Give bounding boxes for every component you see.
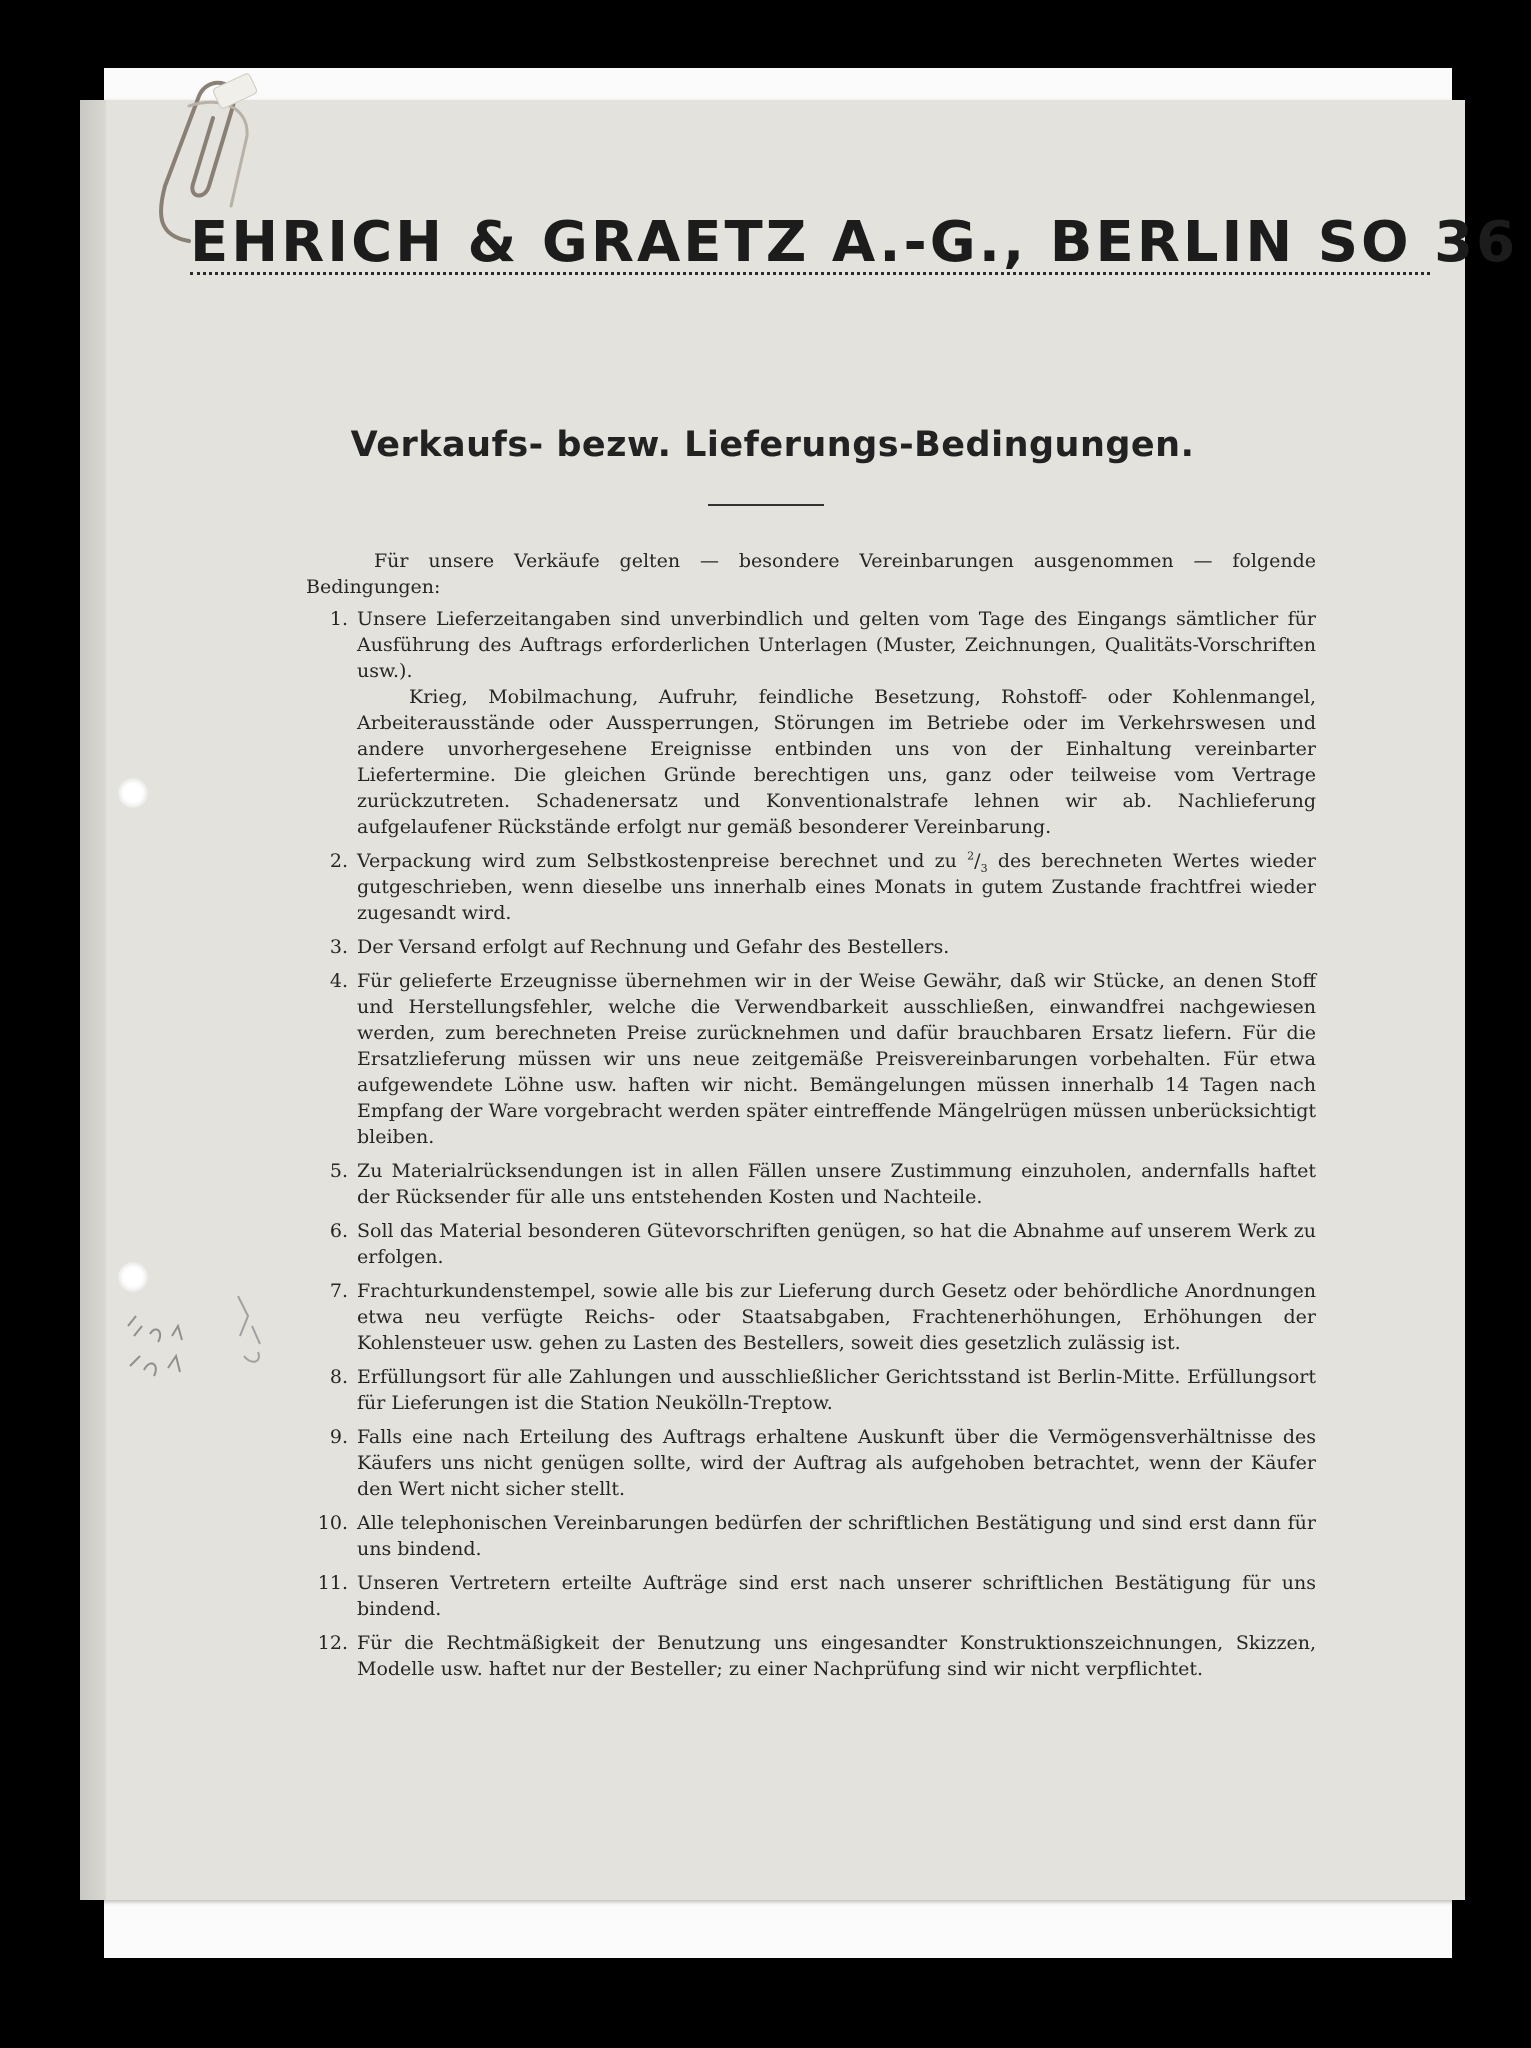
terms-body	[306, 548, 1316, 1690]
clause-text-part: Verpackung wird zum Selbstkostenpreise berechnet und zu	[357, 850, 968, 872]
fraction-denominator: 3	[980, 861, 988, 875]
punch-hole-lower	[118, 1262, 148, 1292]
clause-text: Verpackung wird zum Selbstkostenpreise berechnet und zu $^2/_3$ des berechneten Wertes wieder gutgeschrieben, wenn dieselbe uns innerhalb eines Monats in gutem Zustande frachtfrei wieder zugesandt wird.	[357, 849, 1316, 924]
document-sheet	[80, 100, 1519, 1900]
clause-number: 6.	[329, 1220, 348, 1242]
company-letterhead: EHRICH & GRAETZ A.-G., BERLIN SO 36	[190, 210, 1519, 275]
clause-text: Falls eine nach Erteilung des Auftrags erhaltene Auskunft über die Vermögensverhältnisse des Käufers uns nicht genügen sollte, wird der Auftrag als aufgehoben betrachtet, wenn der Käufer den Wert nicht sicher stellt.	[357, 1426, 1316, 1500]
clause-12	[306, 1630, 1316, 1682]
fraction-numerator: 2	[967, 849, 975, 863]
clause-number: 1.	[329, 608, 348, 630]
clause-5	[306, 1158, 1316, 1210]
clause-text: Zu Materialrücksendungen ist in allen Fällen unsere Zustimmung einzuholen, andernfalls haftet der Rücksender für alle uns entstehenden Kosten und Nachteile.	[357, 1160, 1316, 1208]
clause-number: 4.	[329, 970, 348, 992]
clause-9	[306, 1424, 1316, 1502]
clause-text: Frachturkundenstempel, sowie alle bis zur Lieferung durch Gesetz oder behördliche Anordnungen etwa neu verfügte Reichs- oder Staatsabgaben, Frachtenerhöhungen, Erhöhungen der Kohlensteuer usw. gehen zu Lasten des Bestellers, soweit dies gesetzlich zulässig ist.	[357, 1280, 1316, 1354]
clause-number: 5.	[329, 1160, 348, 1182]
punch-hole-upper	[118, 778, 148, 808]
clause-text: Soll das Material besonderen Gütevorschriften genügen, so hat die Abnahme auf unserem Werk zu erfolgen.	[357, 1220, 1316, 1268]
title-underline	[708, 504, 824, 506]
sheet-left-edge	[80, 100, 106, 1900]
clause-number: 11.	[317, 1572, 348, 1594]
clause-number: 3.	[329, 936, 348, 958]
handwritten-pencil-note	[120, 1296, 300, 1406]
clause-text: Alle telephonischen Vereinbarungen bedürfen der schriftlichen Bestätigung und sind erst dann für uns bindend.	[357, 1512, 1316, 1560]
clause-number: 2.	[329, 850, 348, 872]
clause-continuation: Krieg, Mobilmachung, Aufruhr, feindliche Besetzung, Rohstoff- oder Kohlenmangel, Arbeiterausstände oder Aussperrungen, Störungen im Betriebe oder im Verkehrswesen und andere unvorhergesehene Ereignisse entbinden uns von der Einhaltung vereinbarter Liefertermine. Die gleichen Gründe berechtigen uns, ganz oder teilweise vom Vertrage zurückzutreten. Schadenersatz und Konventionalstrafe lehnen wir ab. Nachlieferung aufgelaufener Rückstände erfolgt nur gemäß besonderer Vereinbarung.	[357, 686, 1316, 838]
intro-paragraph: Für unsere Verkäufe gelten — besondere Vereinbarungen ausgenommen — folgende Bedingungen:	[306, 550, 1316, 598]
clause-text: Für gelieferte Erzeugnisse übernehmen wir in der Weise Gewähr, daß wir Stücke, an denen Stoff und Herstellungsfehler, welche die Verwendbarkeit ausschließen, einwandfrei nachgewiesen werden, zum berechneten Preise zurücknehmen und dafür brauchbaren Ersatz liefern. Für die Ersatzlieferung müssen wir uns neue zeitgemäße Preisvereinbarungen vorbehalten. Für etwa aufgewendete Löhne usw. haften wir nicht. Bemängelungen müssen innerhalb 14 Tagen nach Empfang der Ware vorgebracht werden später eintreffende Mängelrügen müssen unberücksichtigt bleiben.	[357, 970, 1316, 1148]
page-title: Verkaufs- bezw. Lieferungs-Bedingungen.	[350, 425, 1195, 465]
clause-text: Der Versand erfolgt auf Rechnung und Gefahr des Bestellers.	[357, 936, 950, 958]
clause-text: Unsere Lieferzeitangaben sind unverbindlich und gelten vom Tage des Eingangs sämtlicher für Ausführung des Auftrags erforderlichen Unterlagen (Muster, Zeichnungen, Qualitäts-Vorschriften usw.).	[357, 608, 1316, 682]
clause-number: 12.	[317, 1632, 348, 1654]
clause-6	[306, 1218, 1316, 1270]
clause-number: 10.	[317, 1512, 348, 1534]
letterhead-dotted-rule	[190, 272, 1430, 278]
clause-number: 7.	[329, 1280, 348, 1302]
clause-4	[306, 968, 1316, 1150]
clause-11	[306, 1570, 1316, 1622]
clause-text: Für die Rechtmäßigkeit der Benutzung uns eingesandter Konstruktionszeichnungen, Skizzen, Modelle usw. haftet nur der Besteller; zu einer Nachprüfung sind wir nicht verpflichtet.	[357, 1632, 1316, 1680]
clause-8	[306, 1364, 1316, 1416]
clause-number: 9.	[329, 1426, 348, 1448]
clause-1	[306, 606, 1316, 840]
clause-3	[306, 934, 1316, 960]
clause-7	[306, 1278, 1316, 1356]
clause-text-part: des berechneten Wertes wieder gutgeschrieben, wenn dieselbe uns innerhalb eines Monats in gutem Zustande frachtfrei wieder zugesandt wird.	[357, 850, 1316, 924]
clause-number: 8.	[329, 1366, 348, 1388]
clause-text: Erfüllungsort für alle Zahlungen und ausschließlicher Gerichtsstand ist Berlin-Mitte. Erfüllungsort für Lieferungen ist die Station Neukölln-Treptow.	[357, 1366, 1316, 1414]
clause-text: Unseren Vertretern erteilte Aufträge sind erst nach unserer schriftlichen Bestätigung für uns bindend.	[357, 1572, 1316, 1620]
clause-2	[306, 848, 1316, 926]
clause-10	[306, 1510, 1316, 1562]
